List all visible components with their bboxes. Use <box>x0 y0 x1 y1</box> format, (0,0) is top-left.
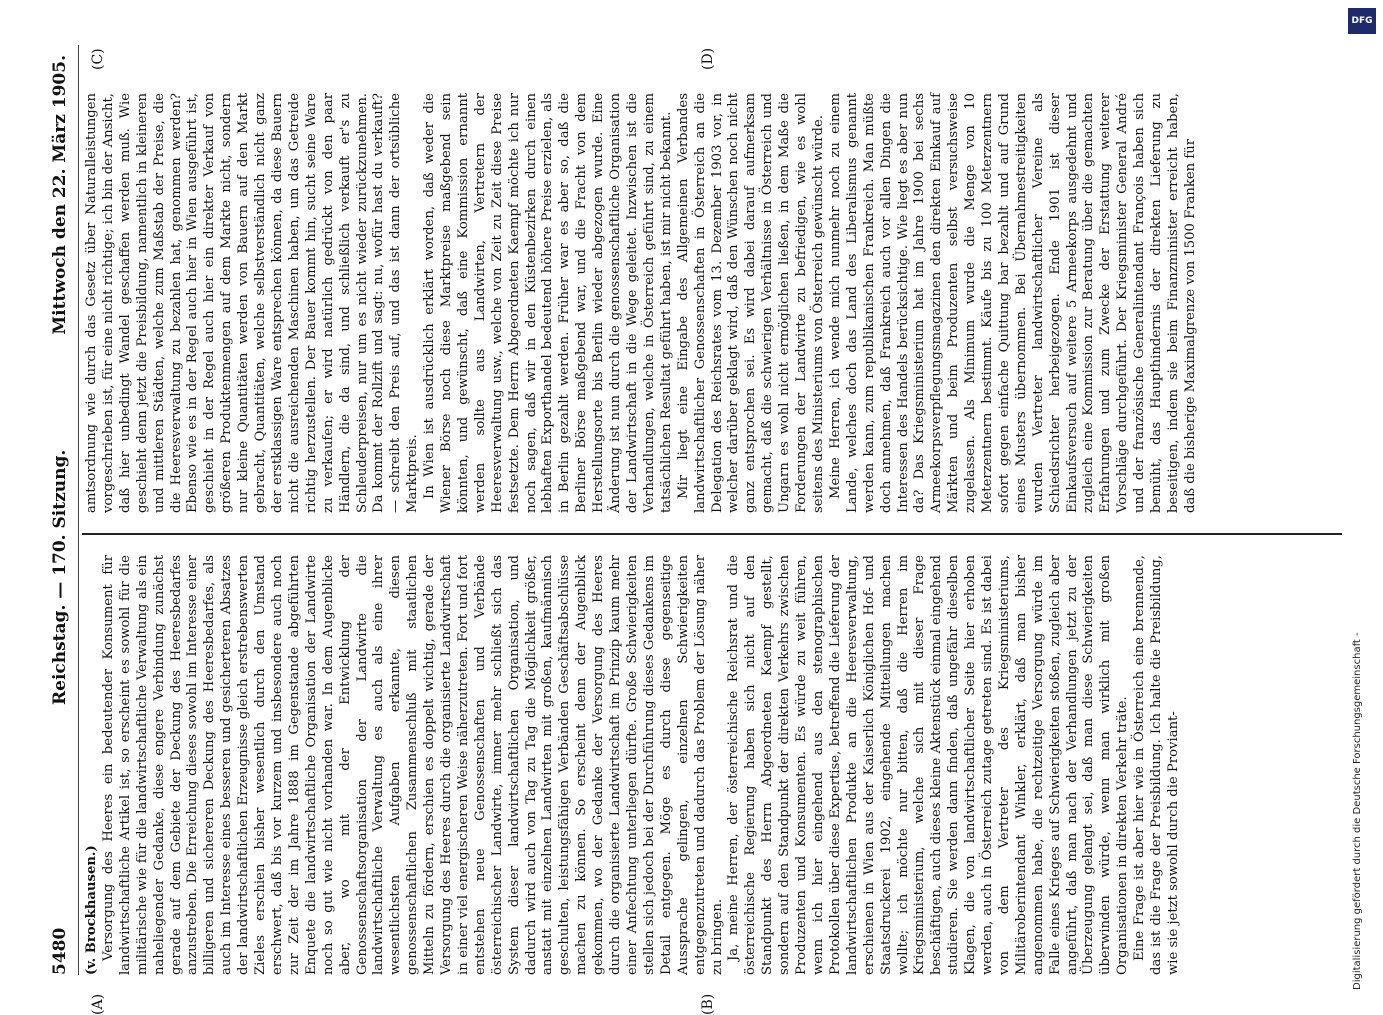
right-column <box>84 93 1200 513</box>
right-paragraph-3: Mir liegt eine Eingabe des Allgemeinen Verbandes landwirtschaftlicher Genossenschaften in Österreich an die Delegation des Reichsrates vom 13. Dezember 1903 vor, in welcher darüber geklagt wird, daß den Wünschen noch nicht ganz entsprochen sei. Es wird dabei darauf aufmerksam gemacht, daß die schwierigen Verhältnisse in Österreich und Ungarn es wohl nicht ermöglichen ließen, in dem Maße die Forderungen der Landwirte zu befriedigen, wie es wohl seitens des Ministeriums von Österreich gewünscht würde. <box>675 93 826 513</box>
left-paragraph-2: Ja, meine Herren, der österreichische Reichsrat und die österreichische Regierung haben sich nicht auf den Standpunkt des Herrn Abgeordneten Kaempf gestellt, sondern auf den Standpunkt der direkten Verkehrs zwischen Produzenten und Konsumenten. Es würde zu weit führen, wenn ich hier eingehend aus den stenographischen Protokollen über diese Expertise, betreffend die Lieferung der landwirtschaftlichen Produkte an die Heeresverwaltung, erschienen in Wien aus der Kaiserlich Königlichen Hof- und Staatsdruckerei 1902, eingehende Mitteilungen machen wollte; ich möchte nur bitten, daß die Herren im Kriegsministerium, welche sich mit dieser Frage beschäftigen, auch dieses kleine Aktenstück einmal eingehend studieren. Sie werden dann finden, daß ungefähr dieselben Klagen, die von landwirtschaftlicher Seite hier erhoben werden, auch in Österreich zutage getreten sind. Es ist dabei von dem Vertreter des Kriegsministeriums, Militäroberintendant Winkler, erklärt, daß man bisher angenommen habe, die rechtzeitige Versorgung würde im Falle eines Krieges auf Schwierigkeiten stoßen, zugleich aber angeführt, daß man nach der Verhandlungen jetzt zu der Überzeugung gelangt sei, daß man diese Schwierigkeiten überwinden würde, wenn man wirklich mit großen Organisationen in direkten Verkehr träte. <box>726 555 1131 975</box>
dfg-logo: DFG <box>1348 8 1376 34</box>
margin-marker-d: (D) <box>700 47 716 70</box>
page-number: 5480 <box>50 927 70 975</box>
column-divider <box>82 533 1342 535</box>
margin-marker-c: (C) <box>90 48 106 70</box>
margin-marker-b: (B) <box>700 993 716 1015</box>
margin-marker-a: (A) <box>90 993 106 1015</box>
right-paragraph-2: In Wien ist ausdrücklich erklärt worden, daß weder die Wiener Börse noch diese Marktpreise maßgebend sein könnten, und gewünscht, daß eine Kommission ernannt werden sollte aus Landwirten, Vertretern der Heeresverwaltung usw., welche von Zeit zu Zeit diese Preise festsetzte. Dem Herrn Abgeordneten Kaempf möchte ich nur noch sagen, daß wir in den Küstenbezirken durch einen lebhaften Exporthandel bedeutend höhere Preise erzielen, als in Berlin gezahlt werden. Früher war es aber so, daß die Berliner Börse maßgebend war, und die Fracht von dem Herstellungsorte bis Berlin wieder abgezogen wurde. Eine Änderung ist nun durch die genossenschaftliche Organisation der Landwirtschaft in die Wege geleitet. Inzwischen ist die Verhandlungen, welche in Österreich geführt sind, zu einem tatsächlichen Resultat geführt haben, ist mir nicht bekannt. <box>422 93 674 513</box>
left-paragraph-1: Versorgung des Heeres ein bedeutender Konsument für landwirtschaftliche Artikel ist, so erscheint es sowohl für die militärische wie für die landwirtschaftliche Verwaltung als ein naheliegender Gedanke, diese engere Verbindung zunächst gerade auf dem Gebiete der Deckung des Heeresbedarfes anzustreben. Die Erreichung dieses sowohl im Interesse einer billigeren und sichereren Deckung des Heeresbedarfes, als auch im Interesse eines besseren und gesicherteren Absatzes der landwirtschaftlichen Erzeugnisse gleich erstrebenswerten Zieles erschien bisher wesentlich durch den Umstand erschwert, daß bis vor kurzem und insbesondere auch noch zur Zeit der im Jahre 1888 im Gegenstande abgeführten Enquete die landwirtschaftliche Organisation der Landwirte noch so gut wie nicht vorhanden war. In dem Augenblicke aber, wo mit der Entwicklung der Genossenschaftsorganisation der Landwirte die landwirtschaftliche Verwaltung es auch als eine ihrer wesentlichsten Aufgaben erkannte, diesen genossenschaftlichen Zusammenschluß mit staatlichen Mitteln zu fördern, erschien es doppelt wichtig, gerade der Versorgung des Heeres durch die organisierte Landwirtschaft in einer viel energischeren Weise näherzutreten. Fort und fort entstehen neue Genossenschaften und Verbände österreichischer Landwirte, immer mehr schließt sich das System dieser landwirtschaftlichen Organisation, und dadurch wird auch von Tag zu Tag die Möglichkeit größer, anstatt mit einzelnen Landwirten mit großen, kaufmännisch geschulten, leistungsfähigen Verbänden Geschäftsabschlüsse machen zu können. So erscheint denn der Augenblick gekommen, wo der Gedanke der Versorgung des Heeres durch die organisierte Landwirtschaft im Prinzip kaum mehr einer Anfechtung unterliegen dürfte. Große Schwierigkeiten stellen sich jedoch bei der Durchführung dieses Gedankens im Detail entgegen. Möge es durch diese gegenseitige Aussprache gelingen, einzelnen Schwierigkeiten entgegenzutreten und dadurch das Problem der Lösung näher zu bringen. <box>100 555 725 975</box>
left-paragraph-3: Eine Frage ist aber hier wie in Österreich eine brennende, das ist die Frage der Preisbildung. Ich halte die Preisbildung, wie sie jetzt sowohl durch die Proviant- <box>1132 555 1181 975</box>
session-date: Mittwoch den 22. März 1905. <box>50 55 70 335</box>
digitization-credit: Digitalisierung gefördert durch die Deutsche Forschungsgemeinschaft - <box>1352 632 1363 990</box>
rotated-sheet <box>50 35 1350 1015</box>
right-paragraph-1: amtsordnung wie durch das Gesetz über Naturalleistungen vorgeschrieben ist, für eine nicht richtige; ich bin der Ansicht, daß hier unbedingt Wandel geschaffen werden muß. Wie geschieht denn jetzt die Preisbildung, namentlich in kleineren und mittleren Städten, welche zum Maßstab der Preise, die die Heeresverwaltung zu bezahlen hat, genommen werden? Ebenso wie es in der Regel auch hier in Wien ausgeführt ist, geschieht in der Regel auch hier ein direkter Verkauf von größeren Produktenmengen auf dem Markte nicht, sondern nur kleine Quantitäten werden von Bauern auf den Markt gebracht, Quantitäten, welche selbstverständlich nicht ganz der erstklassigen Ware entsprechen können, da diese Bauern nicht die ausreichenden Maschinen haben, um das Getreide richtig herzustellen. Der Bauer kommt hin, sucht seine Ware zu verkaufen; er wird natürlich gedrückt von den paar Händlern, die da sind, und schließlich verkauft er's zu Schleuderpreisen, nur um es nicht wieder zurückzunehmen. Da kommt der Rollzift und sagt: nu, wofür hast du verkauft? — schreibt den Preis auf, und das ist dann der ortsübliche Marktpreis. <box>84 93 421 513</box>
header-rule <box>78 45 79 975</box>
left-column <box>84 555 1183 975</box>
speaker-line: (v. Brockhausen.) <box>84 845 99 975</box>
right-paragraph-4: Meine Herren, ich wende mich nunmehr noch zu einem Lande, welches doch das Land des Liberalismus genannt werden kann, zum republikanischen Frankreich. Man müßte doch annehmen, daß Frankreich auch vor allen Dingen die Interessen des Handels berücksichtige. Wie liegt es aber nun da? Das Kriegsministerium hat im Jahre 1900 bei sechs Armeekorpsverpflegungsmagazinen den direkten Einkauf auf Märkten und beim Produzenten selbst versuchsweise zugelassen. Als Minimum wurde die Menge von 10 Meterzentnern bestimmt. Käufe bis zu 100 Meterzentnern sofort gegen einfache Quittung bar bezahlt und auf Grund eines Musters übernommen. Bei Übernahmestreitigkeiten wurden Vertreter landwirtschaftlicher Vereine als Schiedsrichter herbeigezogen. Ende 1901 ist dieser Einkaufsversuch auf weitere 5 Armeekorps ausgedehnt und zugleich eine Kommission zur Beratung über die gemachten Erfahrungen und zum Zwecke der Erstattung weiterer Vorschläge durchgeführt. Der Kriegsminister General André und der französische Generalintendant François haben sich bemüht, das Haupthindernis der direkten Lieferung zu beseitigen, indem sie beim Finanzminister erreicht haben, daß die bisherige Maximalgrenze von 1500 Franken für <box>827 93 1198 513</box>
running-head: Reichstag. — 170. Sitzung. <box>50 449 70 705</box>
